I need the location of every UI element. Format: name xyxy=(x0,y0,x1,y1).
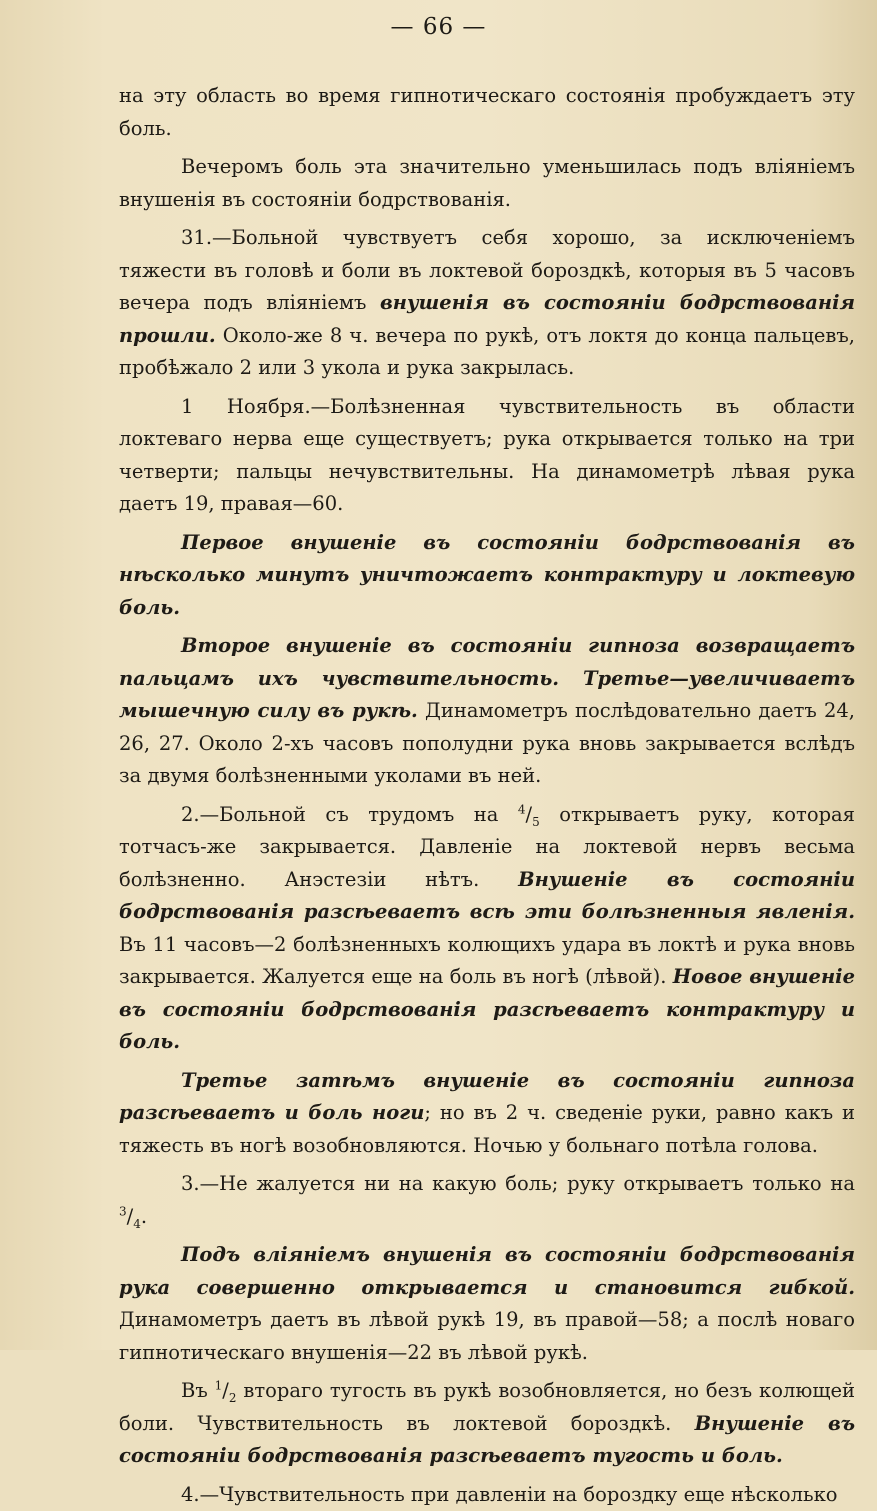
fraction-denominator: 5 xyxy=(532,814,540,828)
paragraph-p5 xyxy=(119,527,855,625)
text-run: 3.—Не жалуется ни на какую боль; руку открываетъ только на xyxy=(181,1172,855,1195)
text-run: / xyxy=(526,803,533,826)
text-run: Вечеромъ боль эта значительно уменьшилась подъ вліяніемъ внушенія въ состояніи бодрствованія. xyxy=(119,155,855,211)
text-run: втораго тугость въ рукѣ возобновляется, но безъ колющей боли. Чувствительность въ локтевой бороздкѣ. xyxy=(119,1379,855,1435)
text-run: / xyxy=(127,1205,134,1228)
text-run: на эту область во время гипнотическаго состоянія пробуждаетъ эту боль. xyxy=(119,84,855,140)
text-run: Въ 11 часовъ—2 болѣзненныхъ колющихъ удара въ локтѣ и рука вновь закрывается. Жалуется еще на боль въ ногѣ (лѣвой). xyxy=(119,933,855,989)
paragraph-p1 xyxy=(119,80,855,145)
fraction-denominator: 2 xyxy=(229,1391,237,1405)
text-run: Динамометръ даетъ въ лѣвой рукѣ 19, въ правой—58; а послѣ новаго гипнотическаго внушенія—22 въ лѣвой рукѣ. xyxy=(119,1308,855,1364)
italic-emphasis: внушенія въ состояніи бодрствованія прошли. xyxy=(119,291,855,347)
fraction-numerator: 1 xyxy=(215,1379,223,1393)
text-run: 4.—Чувствительность при давленіи на бороздку еще нѣсколько xyxy=(181,1483,838,1506)
text-run: . xyxy=(141,1205,147,1228)
paragraph-p3 xyxy=(119,222,855,385)
paragraph-p11 xyxy=(119,1375,855,1473)
paragraph-p6 xyxy=(119,630,855,793)
paragraph-p9 xyxy=(119,1168,855,1233)
paragraph-p7 xyxy=(119,799,855,1059)
italic-emphasis: Третье затѣмъ внушеніе въ состояніи гипноза разсѣеваетъ и боль ноги xyxy=(119,1069,855,1125)
text-run: Около-же 8 ч. вечера по рукѣ, отъ локтя до конца пальцевъ, пробѣжало 2 или 3 укола и рука закрылась. xyxy=(119,324,855,380)
paragraph-p12 xyxy=(119,1479,855,1511)
italic-emphasis: Внушеніе въ состояніи бодрствованія разсѣеваетъ всѣ эти болѣзненныя явленія. xyxy=(119,868,855,924)
italic-emphasis: Подъ вліяніемъ внушенія въ состояніи бодрствованія рука совершенно открывается и становится гибкой. xyxy=(119,1243,855,1299)
page-number: — 66 — xyxy=(0,14,877,40)
italic-emphasis: Внушеніе въ состояніи бодрствованія разсѣеваетъ тугость и боль. xyxy=(119,1412,855,1468)
italic-emphasis: Первое внушеніе въ состояніи бодрствованія въ нѣсколько минутъ уничтожаетъ контрактуру и локтевую боль. xyxy=(119,531,855,619)
paragraph-p2 xyxy=(119,151,855,216)
paragraph-p4 xyxy=(119,391,855,521)
text-run: Динамометръ послѣдовательно даетъ 24, 26, 27. Около 2-хъ часовъ пополудни рука вновь закрывается вслѣдъ за двумя болѣзненными уколами въ ней. xyxy=(119,699,855,787)
fraction-denominator: 4 xyxy=(133,1216,141,1230)
paragraph-p8 xyxy=(119,1065,855,1163)
italic-emphasis: Новое внушеніе въ состояніи бодрствованія разсѣеваетъ контрактуру и боль. xyxy=(119,965,855,1053)
text-run: 1 Ноября.—Болѣзненная чувствительность въ области локтеваго нерва еще существуетъ; рука открывается только на три четверти; пальцы нечувствительны. На динамометрѣ лѣвая рука даетъ 19, правая—60. xyxy=(119,395,855,516)
text-run: открываетъ руку, которая тотчасъ-же закрывается. Давленіе на локтевой нервъ весьма болѣзненно. Анэстезіи нѣтъ. xyxy=(119,803,855,891)
text-run: 2.—Больной съ трудомъ на xyxy=(181,803,518,826)
text-run: Въ xyxy=(181,1379,215,1402)
fraction-numerator: 4 xyxy=(518,802,526,816)
page-body-text xyxy=(119,80,855,1511)
text-run: / xyxy=(222,1379,229,1402)
italic-emphasis: Второе внушеніе въ состояніи гипноза возвращаетъ пальцамъ ихъ чувствительность. Третье—увеличиваетъ мышечную силу въ рукѣ. xyxy=(119,634,855,722)
text-run: ; но въ 2 ч. сведеніе руки, равно какъ и тяжесть въ ногѣ возобновляются. Ночью у больнаго потѣла голова. xyxy=(119,1101,855,1157)
text-run: 31.—Больной чувствуетъ себя хорошо, за исключеніемъ тяжести въ головѣ и боли въ локтевой бороздкѣ, которыя въ 5 часовъ вечера подъ вліяніемъ xyxy=(119,226,855,314)
fraction-numerator: 3 xyxy=(119,1204,127,1218)
